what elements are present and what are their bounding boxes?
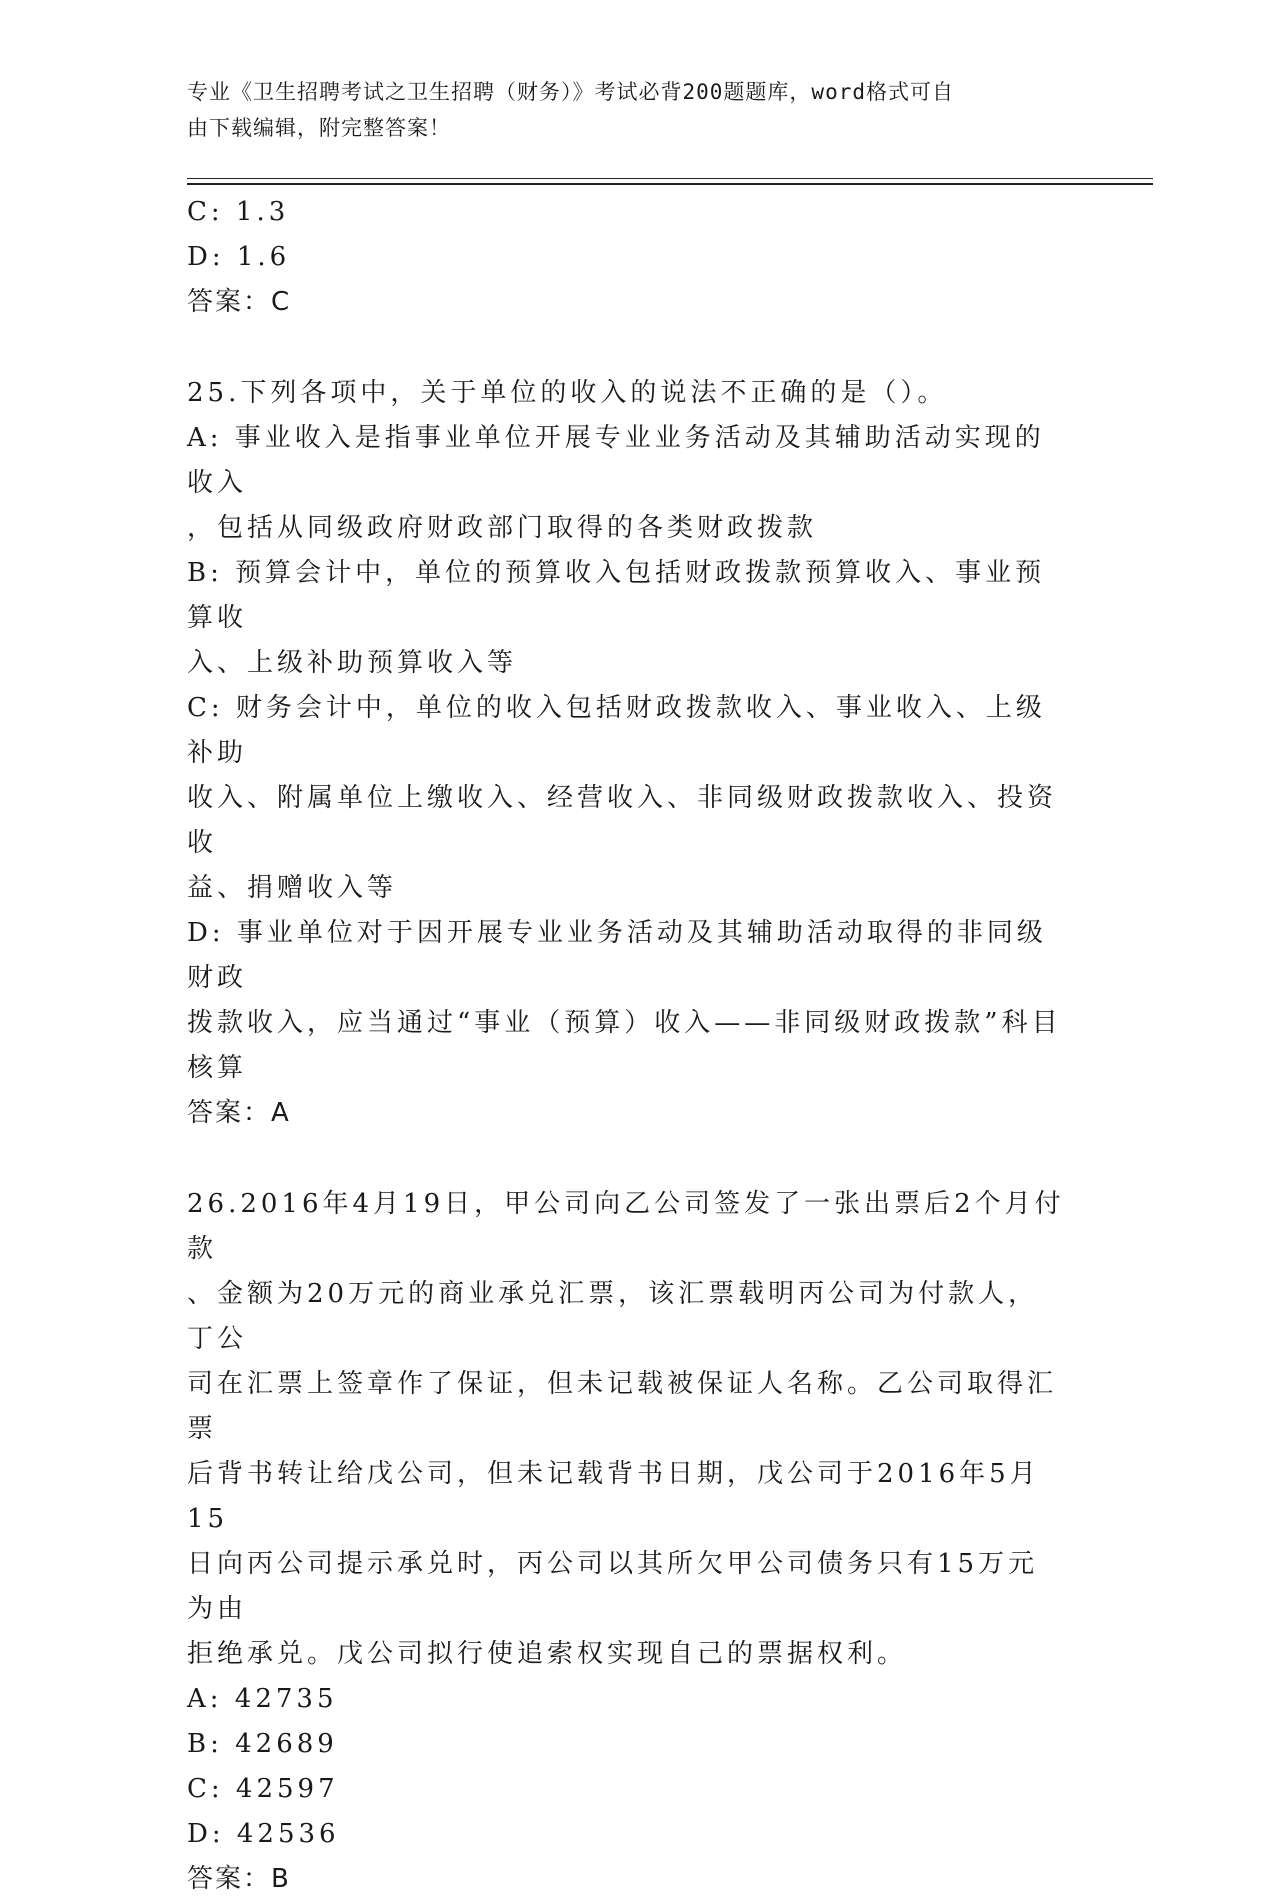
option-c-line-2: 收入、附属单位上缴收入、经营收入、非同级财政拨款收入、投资收 [187, 783, 1058, 858]
option-c-line-1: C: 财务会计中，单位的收入包括财政拨款收入、事业收入、上级补助 [187, 693, 1046, 768]
option-d-line-1: D: 事业单位对于因开展专业业务活动及其辅助活动取得的非同级财政 [187, 918, 1047, 993]
header-divider-thick [187, 183, 1153, 185]
option-b-line-1: B: 预算会计中，单位的预算收入包括财政拨款预算收入、事业预算收 [187, 558, 1046, 633]
answer-line: 答案：B [187, 1864, 291, 1894]
option-c: C: 42597 [187, 1774, 339, 1804]
question-stem-line-5: 日向丙公司提示承兑时，丙公司以其所欠甲公司债务只有15万元为由 [187, 1549, 1039, 1624]
option-c: C: 1.3 [187, 197, 290, 227]
option-d-line-2: 拨款收入，应当通过“事业（预算）收入——非同级财政拨款”科目 [187, 1008, 1062, 1038]
spacer [187, 325, 1067, 371]
header-divider-thin [187, 178, 1153, 179]
header-line-1: 专业《卫生招聘考试之卫生招聘（财务）》考试必背200题题库，word格式可自 [187, 80, 954, 104]
document-header [187, 74, 1067, 146]
answer-line: 答案：A [187, 1098, 291, 1128]
question-stem: 25.下列各项中，关于单位的收入的说法不正确的是（）。 [187, 378, 948, 408]
option-b: B: 42689 [187, 1729, 338, 1759]
answer-line: 答案：C [187, 287, 292, 317]
question-25 [187, 371, 1067, 1136]
spacer [187, 1136, 1067, 1182]
question-stem-line-4: 后背书转让给戊公司，但未记载背书日期，戊公司于2016年5月15 [187, 1459, 1040, 1534]
option-d-line-3: 核算 [187, 1053, 248, 1083]
question-stem-line-1: 26.2016年4月19日，甲公司向乙公司签发了一张出票后2个月付款 [187, 1189, 1065, 1264]
option-a-line-1: A: 事业收入是指事业单位开展专业业务活动及其辅助活动实现的收入 [187, 423, 1045, 498]
question-stem-line-3: 司在汇票上签章作了保证，但未记载被保证人名称。乙公司取得汇票 [187, 1369, 1058, 1444]
document-body [187, 190, 1067, 1902]
option-d: D: 1.6 [187, 242, 291, 272]
previous-question-tail [187, 190, 1067, 325]
question-stem-line-2: 、金额为20万元的商业承兑汇票，该汇票载明丙公司为付款人，丁公 [187, 1279, 1039, 1354]
option-a: A: 42735 [187, 1684, 338, 1714]
option-d: D: 42536 [187, 1819, 340, 1849]
option-a-line-2: ，包括从同级政府财政部门取得的各类财政拨款 [187, 513, 818, 543]
question-stem-line-6: 拒绝承兑。戊公司拟行使追索权实现自己的票据权利。 [187, 1639, 908, 1669]
header-line-2: 由下载编辑，附完整答案！ [187, 116, 451, 140]
option-c-line-3: 益、捐赠收入等 [187, 873, 398, 903]
question-26 [187, 1182, 1067, 1902]
option-b-line-2: 入、上级补助预算收入等 [187, 648, 518, 678]
